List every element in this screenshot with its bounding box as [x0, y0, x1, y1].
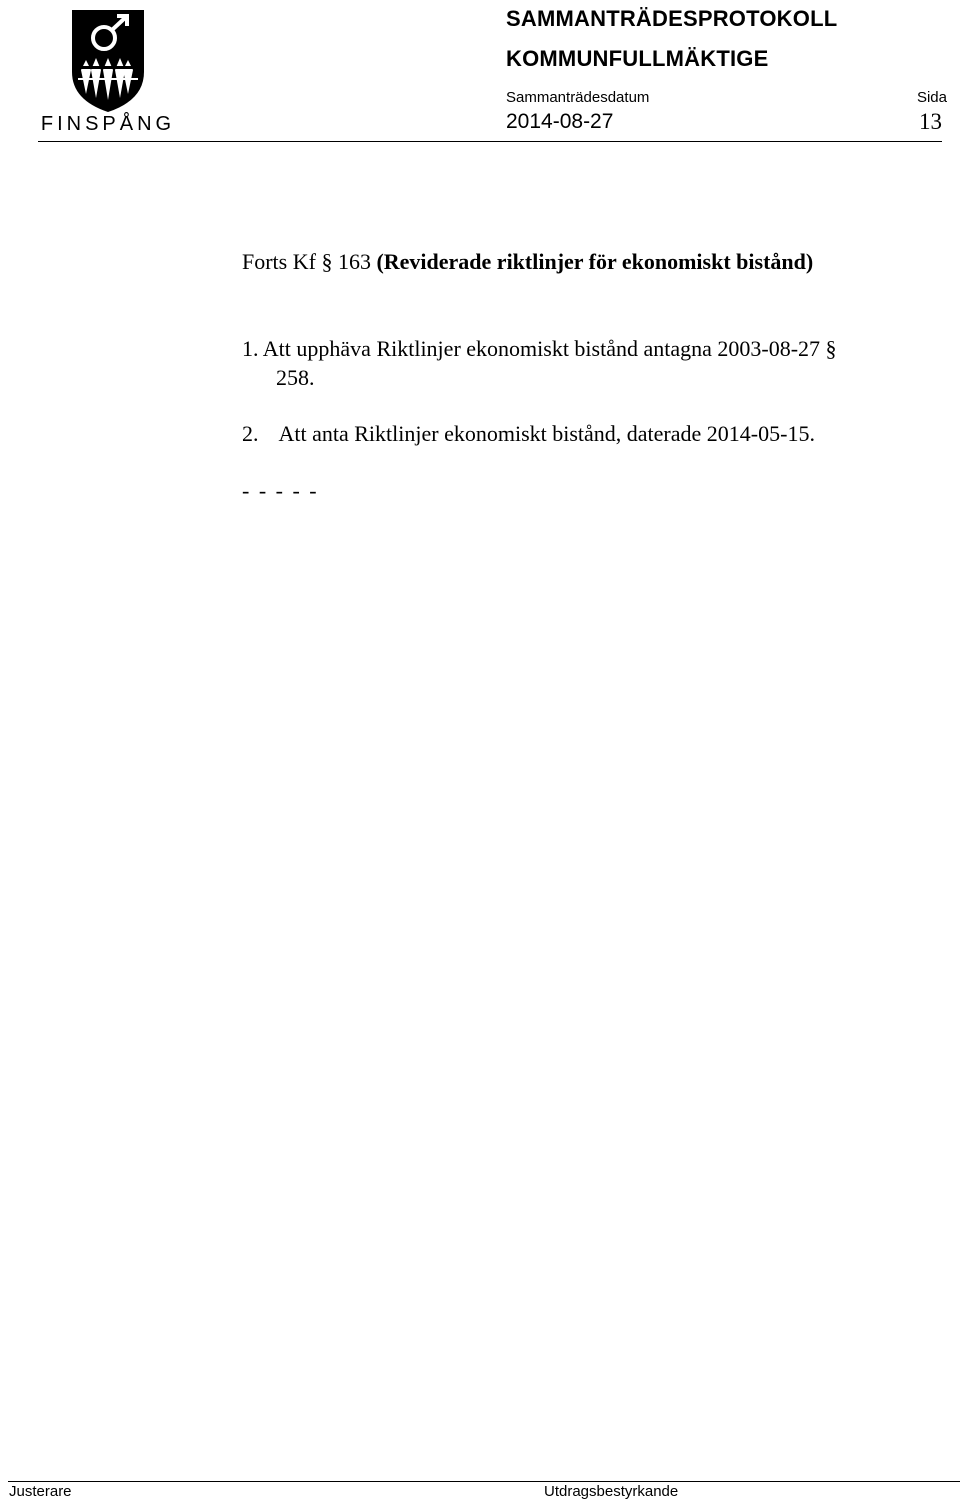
- section-symbol: §: [321, 249, 333, 274]
- coat-of-arms-icon: [38, 8, 180, 132]
- heading-prefix: Forts Kf: [242, 249, 316, 274]
- logo-wordmark: FINSPÅNG: [40, 113, 176, 132]
- footer-divider: [8, 1481, 960, 1482]
- document-type: SAMMANTRÄDESPROTOKOLL: [506, 6, 838, 31]
- end-marker: - - - - -: [242, 478, 319, 503]
- paragraph-number: 163: [337, 249, 371, 274]
- section-symbol: §: [825, 336, 837, 361]
- finspang-logo: [38, 8, 180, 132]
- body-name: KOMMUNFULLMÄKTIGE: [506, 46, 769, 71]
- meeting-date-label: Sammanträdesdatum: [506, 89, 650, 106]
- page-label: Sida: [916, 89, 947, 106]
- item-text: Att anta Riktlinjer ekonomiskt bistånd, daterade 2014-05-15.: [278, 421, 815, 446]
- item-continuation: 258.: [276, 365, 315, 390]
- list-item: [242, 336, 837, 362]
- header-divider: [38, 141, 942, 142]
- item-number: 2.: [242, 421, 259, 446]
- item-number: 1.: [242, 336, 259, 361]
- list-item: [242, 421, 815, 447]
- item-text: Att upphäva Riktlinjer ekonomiskt bistånd antagna 2003-08-27: [262, 336, 821, 361]
- section-heading: [242, 249, 813, 275]
- adjuster-label: Justerare: [9, 1483, 72, 1500]
- page-number: 13: [919, 109, 942, 134]
- certification-label: Utdragsbestyrkande: [544, 1483, 679, 1500]
- heading-title: (Reviderade riktlinjer för ekonomiskt bistånd): [376, 249, 814, 274]
- meeting-date: 2014-08-27: [506, 110, 614, 133]
